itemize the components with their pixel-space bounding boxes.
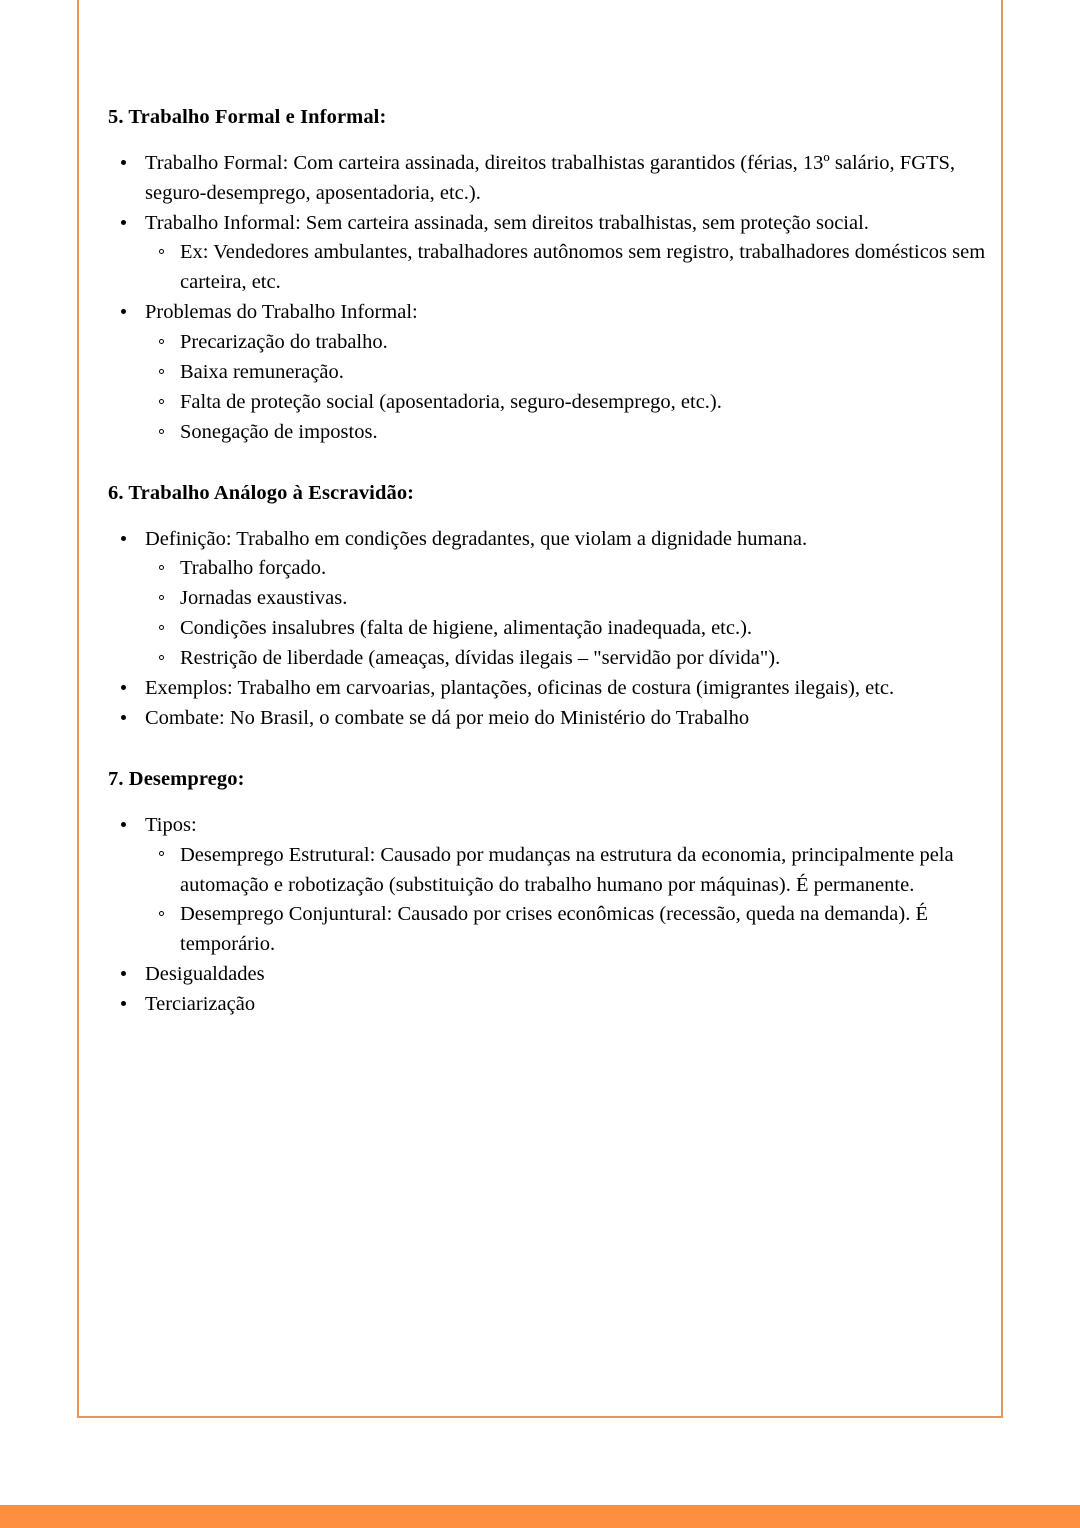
list-item-text: Ex: Vendedores ambulantes, trabalhadores autônomos sem registro, trabalhadores domésticos sem carteira, etc. — [180, 241, 986, 294]
sub-list-item — [108, 328, 988, 358]
section-bullet-list — [108, 811, 988, 1020]
list-item-text: Exemplos: Trabalho em carvoarias, plantações, oficinas de costura (imigrantes ilegais), etc. — [145, 677, 895, 700]
list-item — [108, 209, 988, 239]
list-item-text: Sonegação de impostos. — [180, 420, 378, 443]
list-item-text: Restrição de liberdade (ameaças, dívidas ilegais – "servidão por dívida"). — [180, 647, 781, 670]
list-item-text: Problemas do Trabalho Informal: — [145, 301, 418, 324]
section-bullet-list — [108, 525, 988, 734]
list-item — [108, 149, 988, 209]
list-item-text: Desemprego Estrutural: Causado por mudanças na estrutura da economia, principalmente pela automação e robotização (substituição do trabalho humano por máquinas). É permanente. — [180, 843, 954, 896]
section-heading: 6. Trabalho Análogo à Escravidão: — [108, 481, 415, 504]
document-content — [108, 0, 988, 1020]
list-item-text: Jornadas exaustivas. — [180, 587, 348, 610]
disc-bullet-icon — [121, 1001, 126, 1006]
disc-bullet-icon — [121, 220, 126, 225]
disc-bullet-icon — [121, 536, 126, 541]
circle-bullet-icon — [159, 625, 164, 630]
sub-list-item — [108, 841, 988, 901]
sub-list-item — [108, 614, 988, 644]
circle-bullet-icon — [159, 249, 164, 254]
list-item — [108, 990, 988, 1020]
list-item — [108, 811, 988, 841]
list-item-text: Precarização do trabalho. — [180, 331, 388, 354]
list-item-text: Desemprego Conjuntural: Causado por crises econômicas (recessão, queda na demanda). É temporário. — [180, 903, 928, 956]
list-item-text: Trabalho Formal: Com carteira assinada, direitos trabalhistas garantidos (férias, 13º salário, FGTS, seguro-desemprego, aposentadoria, etc.). — [145, 151, 956, 204]
list-item-text: Combate: No Brasil, o combate se dá por meio do Ministério do Trabalho — [145, 707, 750, 730]
circle-bullet-icon — [159, 429, 164, 434]
page-bottom-accent-bar — [0, 1505, 1080, 1528]
sub-list-item — [108, 238, 988, 298]
list-item-text: Baixa remuneração. — [180, 361, 344, 384]
list-item — [108, 704, 988, 734]
circle-bullet-icon — [159, 565, 164, 570]
disc-bullet-icon — [121, 971, 126, 976]
sub-list-item — [108, 418, 988, 448]
circle-bullet-icon — [159, 851, 164, 856]
sub-list-item — [108, 554, 988, 584]
section-heading: 7. Desemprego: — [108, 768, 245, 791]
section-heading: 5. Trabalho Formal e Informal: — [108, 106, 387, 128]
disc-bullet-icon — [121, 309, 126, 314]
sub-list-item — [108, 900, 988, 960]
circle-bullet-icon — [159, 369, 164, 374]
list-item — [108, 298, 988, 328]
list-item-text: Trabalho Informal: Sem carteira assinada, sem direitos trabalhistas, sem proteção social. — [145, 211, 869, 234]
sub-list-item — [108, 644, 988, 674]
list-item-text: Definição: Trabalho em condições degradantes, que violam a dignidade humana. — [145, 527, 808, 550]
circle-bullet-icon — [159, 339, 164, 344]
sub-list-item — [108, 584, 988, 614]
list-item-text: Condições insalubres (falta de higiene, alimentação inadequada, etc.). — [180, 617, 753, 640]
sub-list-item — [108, 388, 988, 418]
disc-bullet-icon — [121, 822, 126, 827]
list-item-text: Terciarização — [145, 993, 256, 1016]
list-item — [108, 525, 988, 555]
list-item-text: Tipos: — [145, 813, 197, 836]
disc-bullet-icon — [121, 160, 126, 165]
circle-bullet-icon — [159, 655, 164, 660]
list-item-text: Falta de proteção social (aposentadoria, seguro-desemprego, etc.). — [180, 391, 722, 414]
disc-bullet-icon — [121, 685, 126, 690]
circle-bullet-icon — [159, 399, 164, 404]
section-bullet-list — [108, 149, 988, 448]
circle-bullet-icon — [159, 911, 164, 916]
disc-bullet-icon — [121, 715, 126, 720]
list-item-text: Desigualdades — [145, 963, 265, 986]
list-item — [108, 674, 988, 704]
list-item-text: Trabalho forçado. — [180, 557, 327, 580]
list-item — [108, 960, 988, 990]
sub-list-item — [108, 358, 988, 388]
circle-bullet-icon — [159, 595, 164, 600]
